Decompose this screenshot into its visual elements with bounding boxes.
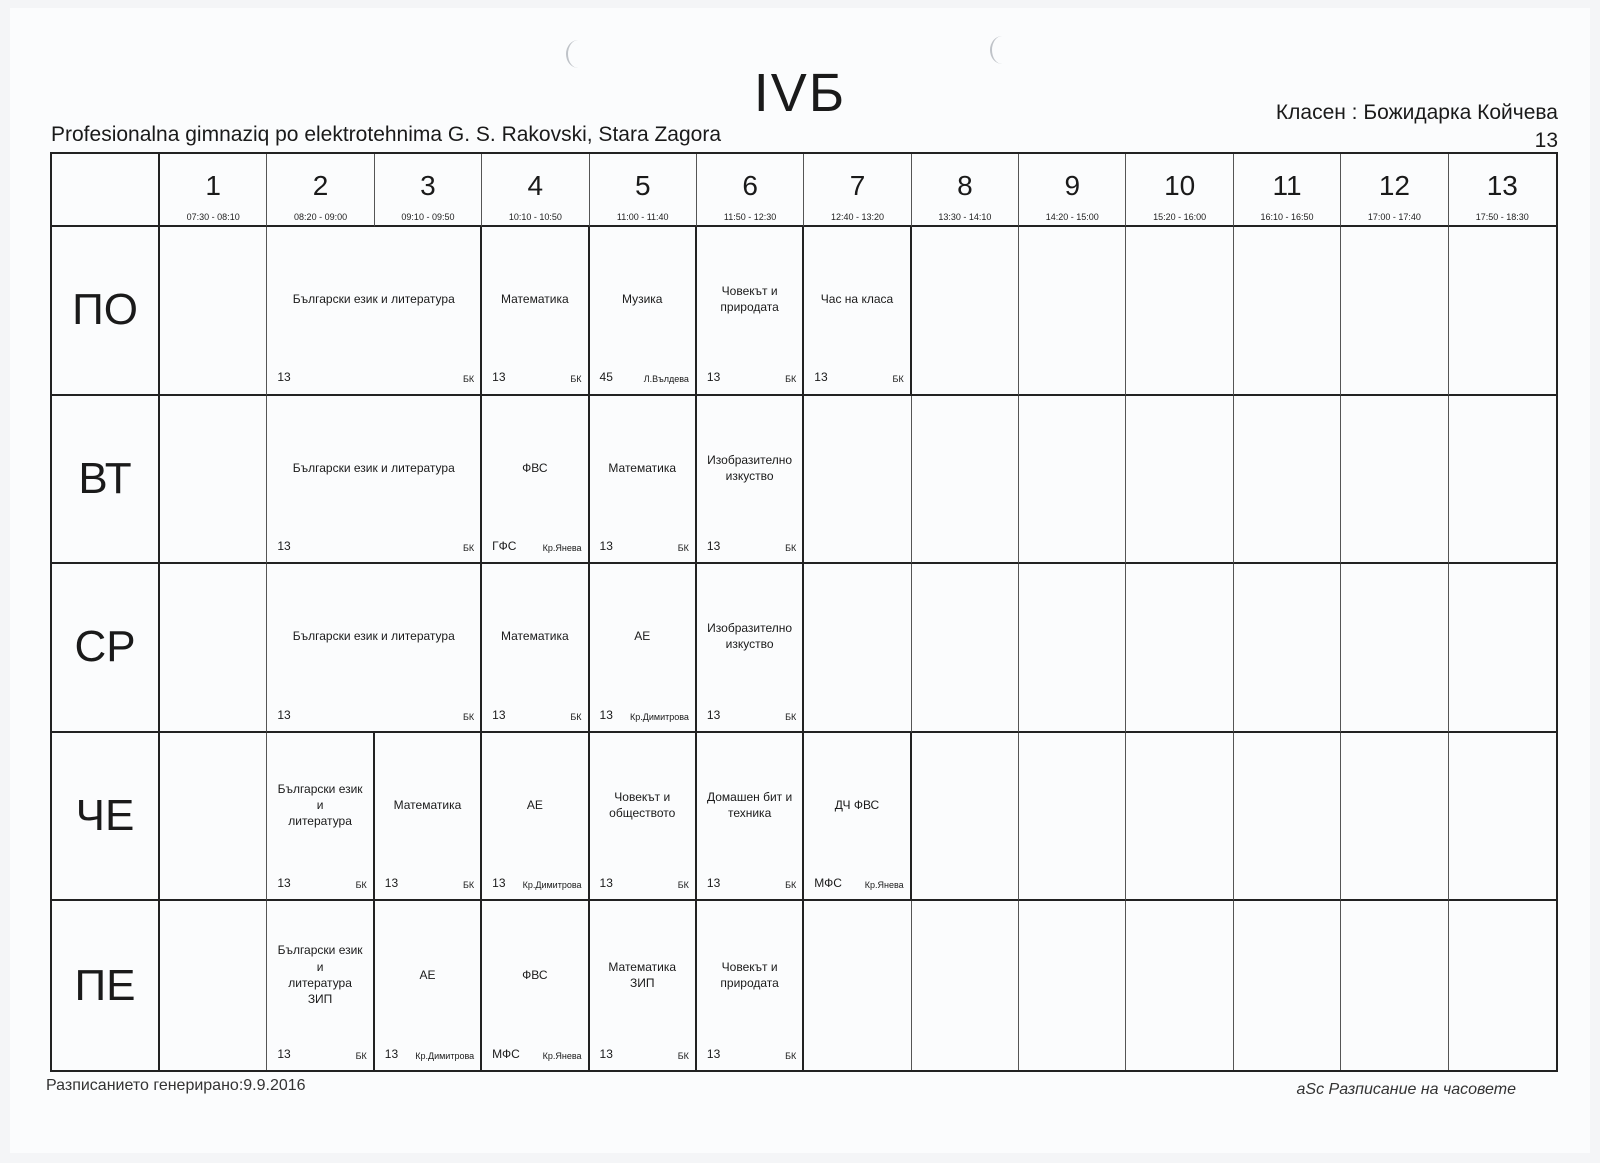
period-time: 14:20 - 15:00 [1045, 212, 1099, 222]
period-number: 8 [957, 170, 973, 201]
period-number: 6 [742, 170, 758, 201]
empty-slot [1449, 564, 1556, 733]
lesson-teacher: БК [355, 1050, 367, 1061]
lesson-subject: АЕ [526, 798, 543, 812]
lesson-room: 13 [706, 370, 721, 385]
lesson-teacher: БК [677, 1050, 689, 1061]
period-header [1341, 154, 1448, 227]
lesson-cell [697, 733, 804, 902]
lesson-cell [482, 901, 589, 1070]
lesson-subject: Човекът и природата [720, 959, 779, 990]
empty-slot [160, 564, 267, 733]
lesson-room: 13 [599, 876, 613, 891]
lesson-room: 13 [706, 707, 721, 722]
lesson-teacher: БК [570, 374, 582, 385]
lesson-room: 13 [599, 1046, 613, 1061]
school-name: Profesionalna gimnaziq po elektrotehnima G. S. Rakovski, Stara Zagora [51, 123, 722, 146]
lesson-subject: Час на класа [820, 292, 894, 307]
empty-slot [160, 733, 267, 902]
lesson-room: 13 [277, 1046, 291, 1061]
period-header [1234, 154, 1341, 227]
empty-slot [1234, 396, 1341, 565]
lesson-subject: Изобразително изкуство [707, 452, 793, 483]
period-time: 17:50 - 18:30 [1475, 212, 1529, 222]
lesson-teacher: Л.Вълдева [643, 374, 689, 385]
lesson-subject: Български език и литература [292, 292, 455, 307]
period-header [804, 154, 911, 227]
lesson-teacher: БК [785, 374, 797, 385]
software-credit: aSc Разписание на часовете [1296, 1081, 1516, 1098]
lesson-subject: Български език и литература ЗИП [277, 943, 363, 1006]
empty-slot [160, 901, 267, 1070]
lesson-cell [697, 901, 804, 1070]
lesson-cell [804, 227, 911, 396]
lesson-teacher: БК [785, 711, 797, 722]
period-header [590, 154, 697, 227]
empty-slot [1341, 227, 1448, 396]
lesson-room: 13 [277, 370, 291, 385]
lesson-subject: АЕ [634, 629, 651, 644]
lesson-room: 13 [277, 707, 291, 722]
period-header [375, 154, 482, 227]
lesson-room: МФС [814, 876, 842, 891]
period-time: 09:10 - 09:50 [401, 212, 455, 222]
lesson-room: 13 [599, 539, 613, 553]
empty-slot [1019, 733, 1126, 902]
period-header [1449, 154, 1556, 227]
lesson-cell [590, 733, 697, 902]
lesson-subject: Български език и литература [292, 460, 455, 475]
lesson-teacher: БК [785, 1050, 797, 1061]
empty-slot [1019, 564, 1126, 733]
day-header-monday: ПО [52, 227, 160, 396]
empty-slot [1126, 901, 1233, 1070]
lesson-room: 13 [492, 876, 506, 891]
lesson-room: 13 [277, 539, 291, 553]
period-number: 2 [312, 170, 329, 201]
period-time: 17:00 - 17:40 [1367, 212, 1421, 222]
period-number: 13 [1486, 170, 1518, 201]
lesson-cell [482, 733, 589, 902]
period-number: 4 [527, 170, 544, 201]
lesson-cell [590, 901, 697, 1070]
lesson-room: 13 [492, 370, 506, 385]
empty-slot [1341, 733, 1448, 902]
lesson-subject: Човекът и природата [720, 284, 779, 315]
lesson-cell [267, 733, 374, 902]
empty-slot [1449, 901, 1556, 1070]
lesson-cell [697, 227, 804, 396]
lesson-subject: Математика ЗИП [608, 959, 677, 990]
empty-slot [912, 564, 1019, 733]
lesson-subject: Български език и литература [292, 629, 455, 644]
empty-slot [1234, 564, 1341, 733]
empty-slot [160, 396, 267, 565]
punch-hole-right [990, 36, 1014, 64]
lesson-room: 13 [814, 370, 828, 385]
lesson-teacher: Кр.Димитрова [415, 1050, 475, 1061]
period-number: 10 [1164, 170, 1196, 201]
empty-slot [1449, 733, 1556, 902]
lesson-room: 13 [384, 1046, 399, 1061]
lesson-subject: Изобразително изкуство [707, 621, 793, 652]
empty-slot [1019, 227, 1126, 396]
empty-slot [1449, 396, 1556, 565]
class-title: IVБ [753, 63, 847, 123]
lesson-teacher: Кр.Димитрова [630, 711, 689, 722]
period-time: 15:20 - 16:00 [1153, 212, 1207, 222]
day-header-tuesday: ВТ [52, 396, 160, 565]
lesson-room: 13 [384, 876, 399, 891]
period-header [912, 154, 1019, 227]
period-number: 9 [1064, 170, 1081, 201]
lesson-room: 13 [492, 707, 506, 722]
lesson-cell [267, 396, 482, 565]
lesson-teacher: БК [462, 374, 475, 385]
period-header [697, 154, 804, 227]
period-header [1019, 154, 1126, 227]
lesson-teacher: Кр.Янева [864, 880, 904, 891]
period-header [1126, 154, 1233, 227]
lesson-cell [697, 564, 804, 733]
empty-slot [1019, 901, 1126, 1070]
empty-slot [1341, 564, 1448, 733]
lesson-teacher: БК [677, 543, 689, 554]
empty-slot [912, 733, 1019, 902]
lesson-cell [590, 564, 697, 733]
lesson-room: 13 [706, 539, 721, 553]
lesson-room: МФС [492, 1046, 520, 1061]
corner-cell [52, 154, 160, 227]
lesson-teacher: БК [462, 880, 475, 891]
lesson-subject: Математика [608, 460, 677, 475]
timetable-grid [50, 152, 1558, 1072]
lesson-teacher: БК [570, 711, 582, 722]
period-time: 16:10 - 16:50 [1260, 212, 1314, 222]
empty-slot [1126, 564, 1233, 733]
empty-slot [1126, 733, 1233, 902]
period-time: 13:30 - 14:10 [938, 212, 992, 222]
empty-slot [912, 901, 1019, 1070]
lesson-cell [697, 396, 804, 565]
empty-slot [1449, 227, 1556, 396]
lesson-room: 13 [277, 876, 291, 891]
period-time: 12:40 - 13:20 [830, 212, 885, 222]
day-header-thursday: ЧЕ [52, 733, 160, 902]
lesson-teacher: БК [462, 543, 475, 554]
lesson-teacher: БК [785, 880, 797, 891]
lesson-teacher: Кр.Янева [542, 543, 582, 554]
empty-slot [1126, 396, 1233, 565]
lesson-subject: Математика [501, 629, 569, 644]
period-number: 5 [634, 170, 651, 201]
period-header [267, 154, 374, 227]
empty-slot [1126, 227, 1233, 396]
lesson-subject: Математика [501, 292, 569, 307]
lesson-cell [267, 901, 374, 1070]
lesson-teacher: БК [355, 880, 367, 891]
empty-slot [912, 396, 1019, 565]
lesson-teacher: БК [892, 374, 904, 385]
page-number: 13 [1534, 129, 1558, 152]
period-number: 3 [420, 170, 436, 201]
period-header [482, 154, 589, 227]
empty-slot [804, 396, 911, 565]
lesson-cell [590, 396, 697, 565]
lesson-subject: Домашен бит и техника [706, 789, 793, 821]
empty-slot [1341, 396, 1448, 565]
lesson-room: 13 [706, 1046, 721, 1061]
empty-slot [1019, 396, 1126, 565]
lesson-room: 45 [599, 370, 613, 385]
lesson-room: 13 [706, 876, 721, 891]
empty-slot [1234, 733, 1341, 902]
period-time: 07:30 - 08:10 [186, 212, 240, 222]
lesson-subject: Човекът и обществото [609, 789, 676, 821]
empty-slot [912, 227, 1019, 396]
empty-slot [804, 564, 911, 733]
lesson-cell [375, 733, 482, 902]
lesson-cell [482, 564, 589, 733]
period-time: 10:10 - 10:50 [508, 212, 562, 222]
empty-slot [804, 901, 911, 1070]
lesson-subject: ФВС [522, 967, 548, 982]
period-header [160, 154, 267, 227]
lesson-subject: Български език и литература [277, 781, 363, 829]
empty-slot [1234, 227, 1341, 396]
lesson-subject: АЕ [419, 967, 436, 982]
period-time: 11:00 - 11:40 [616, 212, 669, 222]
lesson-teacher: Кр.Димитрова [522, 880, 582, 891]
lesson-cell [375, 901, 482, 1070]
lesson-teacher: БК [462, 711, 475, 722]
lesson-teacher: Кр.Янева [542, 1050, 582, 1061]
lesson-cell [267, 227, 482, 396]
empty-slot [1341, 901, 1448, 1070]
period-number: 1 [205, 170, 221, 201]
lesson-subject: ДЧ ФВС [834, 798, 880, 812]
period-number: 11 [1272, 170, 1302, 201]
empty-slot [1234, 901, 1341, 1070]
period-number: 7 [849, 170, 866, 201]
period-time: 11:50 - 12:30 [723, 212, 777, 222]
period-number: 12 [1378, 170, 1410, 201]
lesson-subject: Музика [621, 292, 663, 307]
lesson-teacher: БК [677, 880, 689, 891]
empty-slot [160, 227, 267, 396]
class-teacher: Класен : Божидарка Койчева [1275, 101, 1558, 124]
day-header-wednesday: СР [52, 564, 160, 733]
lesson-cell [804, 733, 911, 902]
lesson-teacher: БК [785, 543, 797, 554]
period-time: 08:20 - 09:00 [294, 212, 348, 222]
lesson-cell [482, 396, 589, 565]
generated-date: Разписанието генерирано:9.9.2016 [46, 1077, 306, 1094]
punch-hole-left [566, 40, 590, 68]
lesson-cell [482, 227, 589, 396]
lesson-room: ГФС [492, 539, 517, 553]
lesson-subject: Математика [393, 798, 462, 812]
lesson-cell [590, 227, 697, 396]
lesson-room: 13 [599, 707, 613, 722]
lesson-subject: ФВС [522, 460, 548, 475]
lesson-cell [267, 564, 482, 733]
day-header-friday: ПЕ [52, 901, 160, 1070]
